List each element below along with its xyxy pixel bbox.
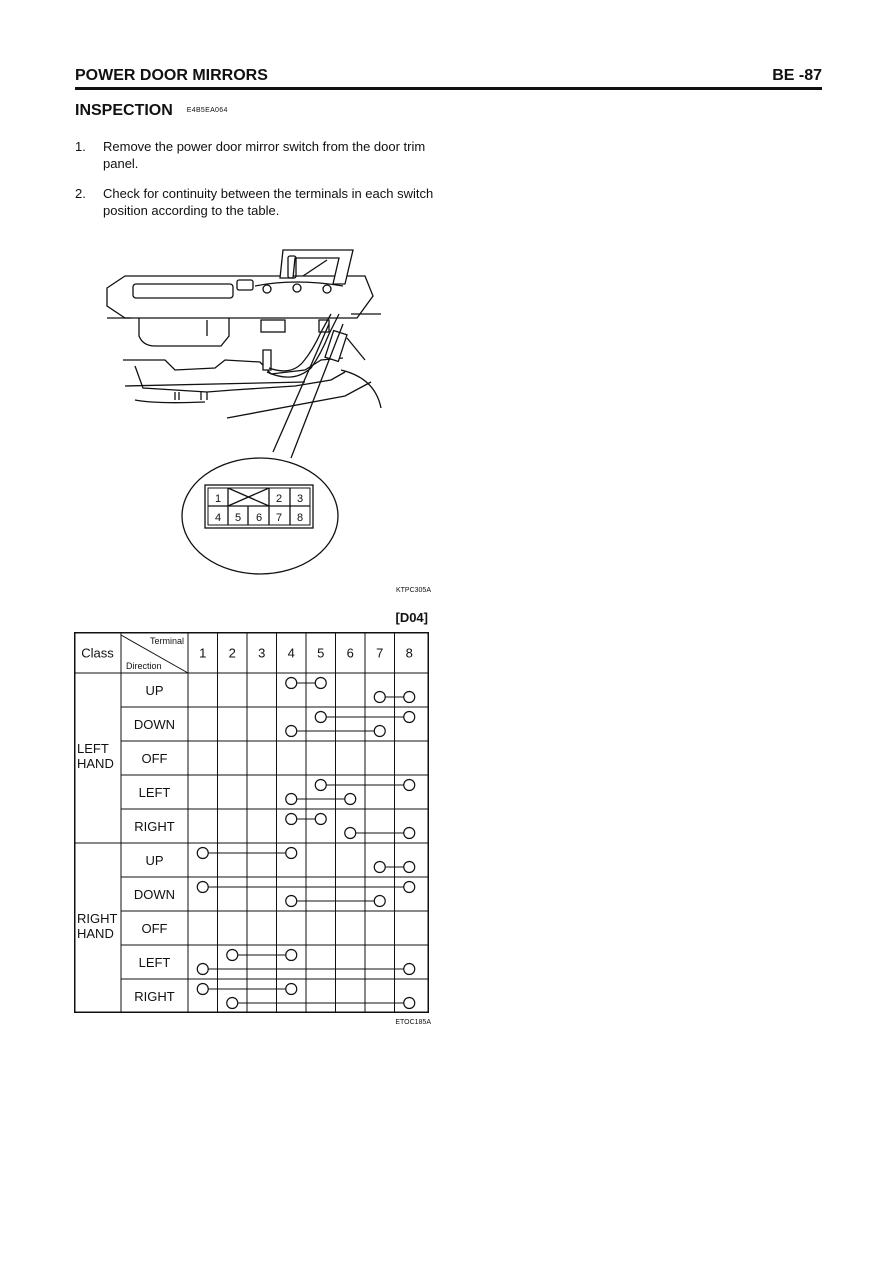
continuity-terminal [315, 678, 326, 689]
terminal-number: 1 [199, 645, 207, 661]
terminal-number: 4 [287, 645, 295, 661]
direction-header: Direction [126, 661, 162, 671]
table-code: [D04] [395, 610, 428, 625]
connector-pin-label: 1 [214, 493, 222, 505]
continuity-terminal [286, 896, 297, 907]
step-number: 1. [75, 139, 86, 154]
continuity-terminal [374, 726, 385, 737]
procedure-steps [75, 138, 435, 232]
class-label: RIGHT [77, 911, 118, 926]
table-image-code: ETOC185A [395, 1019, 431, 1026]
continuity-terminal [286, 794, 297, 805]
inspection-heading [75, 102, 228, 120]
continuity-terminal [286, 984, 297, 995]
terminal-number: 2 [228, 645, 236, 661]
direction-label: UP [145, 853, 164, 868]
step-1 [75, 138, 435, 172]
connector-pin-label: 8 [296, 512, 304, 524]
continuity-terminal [404, 828, 415, 839]
section-title: POWER DOOR MIRRORS [75, 67, 268, 84]
terminal-number: 6 [346, 645, 354, 661]
continuity-terminal [197, 882, 208, 893]
inspection-title: INSPECTION [75, 102, 173, 119]
continuity-terminal [404, 692, 415, 703]
direction-label: OFF [141, 921, 168, 936]
continuity-terminal [227, 998, 238, 1009]
continuity-terminal [345, 828, 356, 839]
continuity-terminal [404, 882, 415, 893]
class-label: HAND [77, 926, 114, 941]
terminal-number: 8 [405, 645, 413, 661]
continuity-terminal [374, 896, 385, 907]
direction-label: RIGHT [134, 819, 175, 834]
step-number: 2. [75, 186, 86, 201]
terminal-number: 5 [317, 645, 325, 661]
continuity-terminal [404, 712, 415, 723]
terminal-number: 7 [376, 645, 384, 661]
direction-label: LEFT [138, 785, 171, 800]
connector-pin-label: 3 [296, 493, 304, 505]
figure-code: KTPC305A [395, 587, 431, 594]
continuity-terminal [286, 848, 297, 859]
continuity-terminal [404, 862, 415, 873]
direction-label: DOWN [133, 887, 176, 902]
continuity-terminal [374, 692, 385, 703]
continuity-terminal [404, 780, 415, 791]
continuity-table [74, 632, 429, 1013]
continuity-terminal [315, 712, 326, 723]
continuity-terminal [286, 950, 297, 961]
header-rule [75, 87, 822, 90]
connector-pin-label: 5 [234, 512, 242, 524]
continuity-terminal [286, 814, 297, 825]
direction-label: OFF [141, 751, 168, 766]
direction-label: RIGHT [134, 989, 175, 1004]
continuity-terminal [404, 998, 415, 1009]
direction-label: LEFT [138, 955, 171, 970]
class-header: Class [81, 645, 114, 661]
connector-pin-label: 6 [255, 512, 263, 524]
continuity-terminal [197, 964, 208, 975]
connector-pin-label: 2 [275, 493, 283, 505]
connector-pin-label: 7 [275, 512, 283, 524]
mirror-switch-illustration [95, 240, 415, 580]
step-2 [75, 185, 435, 219]
direction-label: DOWN [133, 717, 176, 732]
continuity-terminal [286, 678, 297, 689]
class-label: LEFT [77, 741, 109, 756]
terminal-number: 3 [258, 645, 266, 661]
continuity-terminal [227, 950, 238, 961]
continuity-terminal [374, 862, 385, 873]
step-text: Remove the power door mirror switch from the door trim panel. [103, 139, 426, 171]
step-text: Check for continuity between the terminals in each switch position according to the table. [103, 186, 434, 218]
continuity-terminal [197, 848, 208, 859]
connector-pin-label: 4 [214, 512, 222, 524]
inspection-code: E4B5EA064 [186, 107, 228, 115]
continuity-terminal [345, 794, 356, 805]
direction-label: UP [145, 683, 164, 698]
terminal-header: Terminal [149, 636, 184, 646]
continuity-terminal [197, 984, 208, 995]
continuity-terminal [286, 726, 297, 737]
continuity-terminal [315, 780, 326, 791]
page-number: BE -87 [772, 67, 822, 84]
continuity-terminal [315, 814, 326, 825]
class-label: HAND [77, 756, 114, 771]
continuity-terminal [404, 964, 415, 975]
